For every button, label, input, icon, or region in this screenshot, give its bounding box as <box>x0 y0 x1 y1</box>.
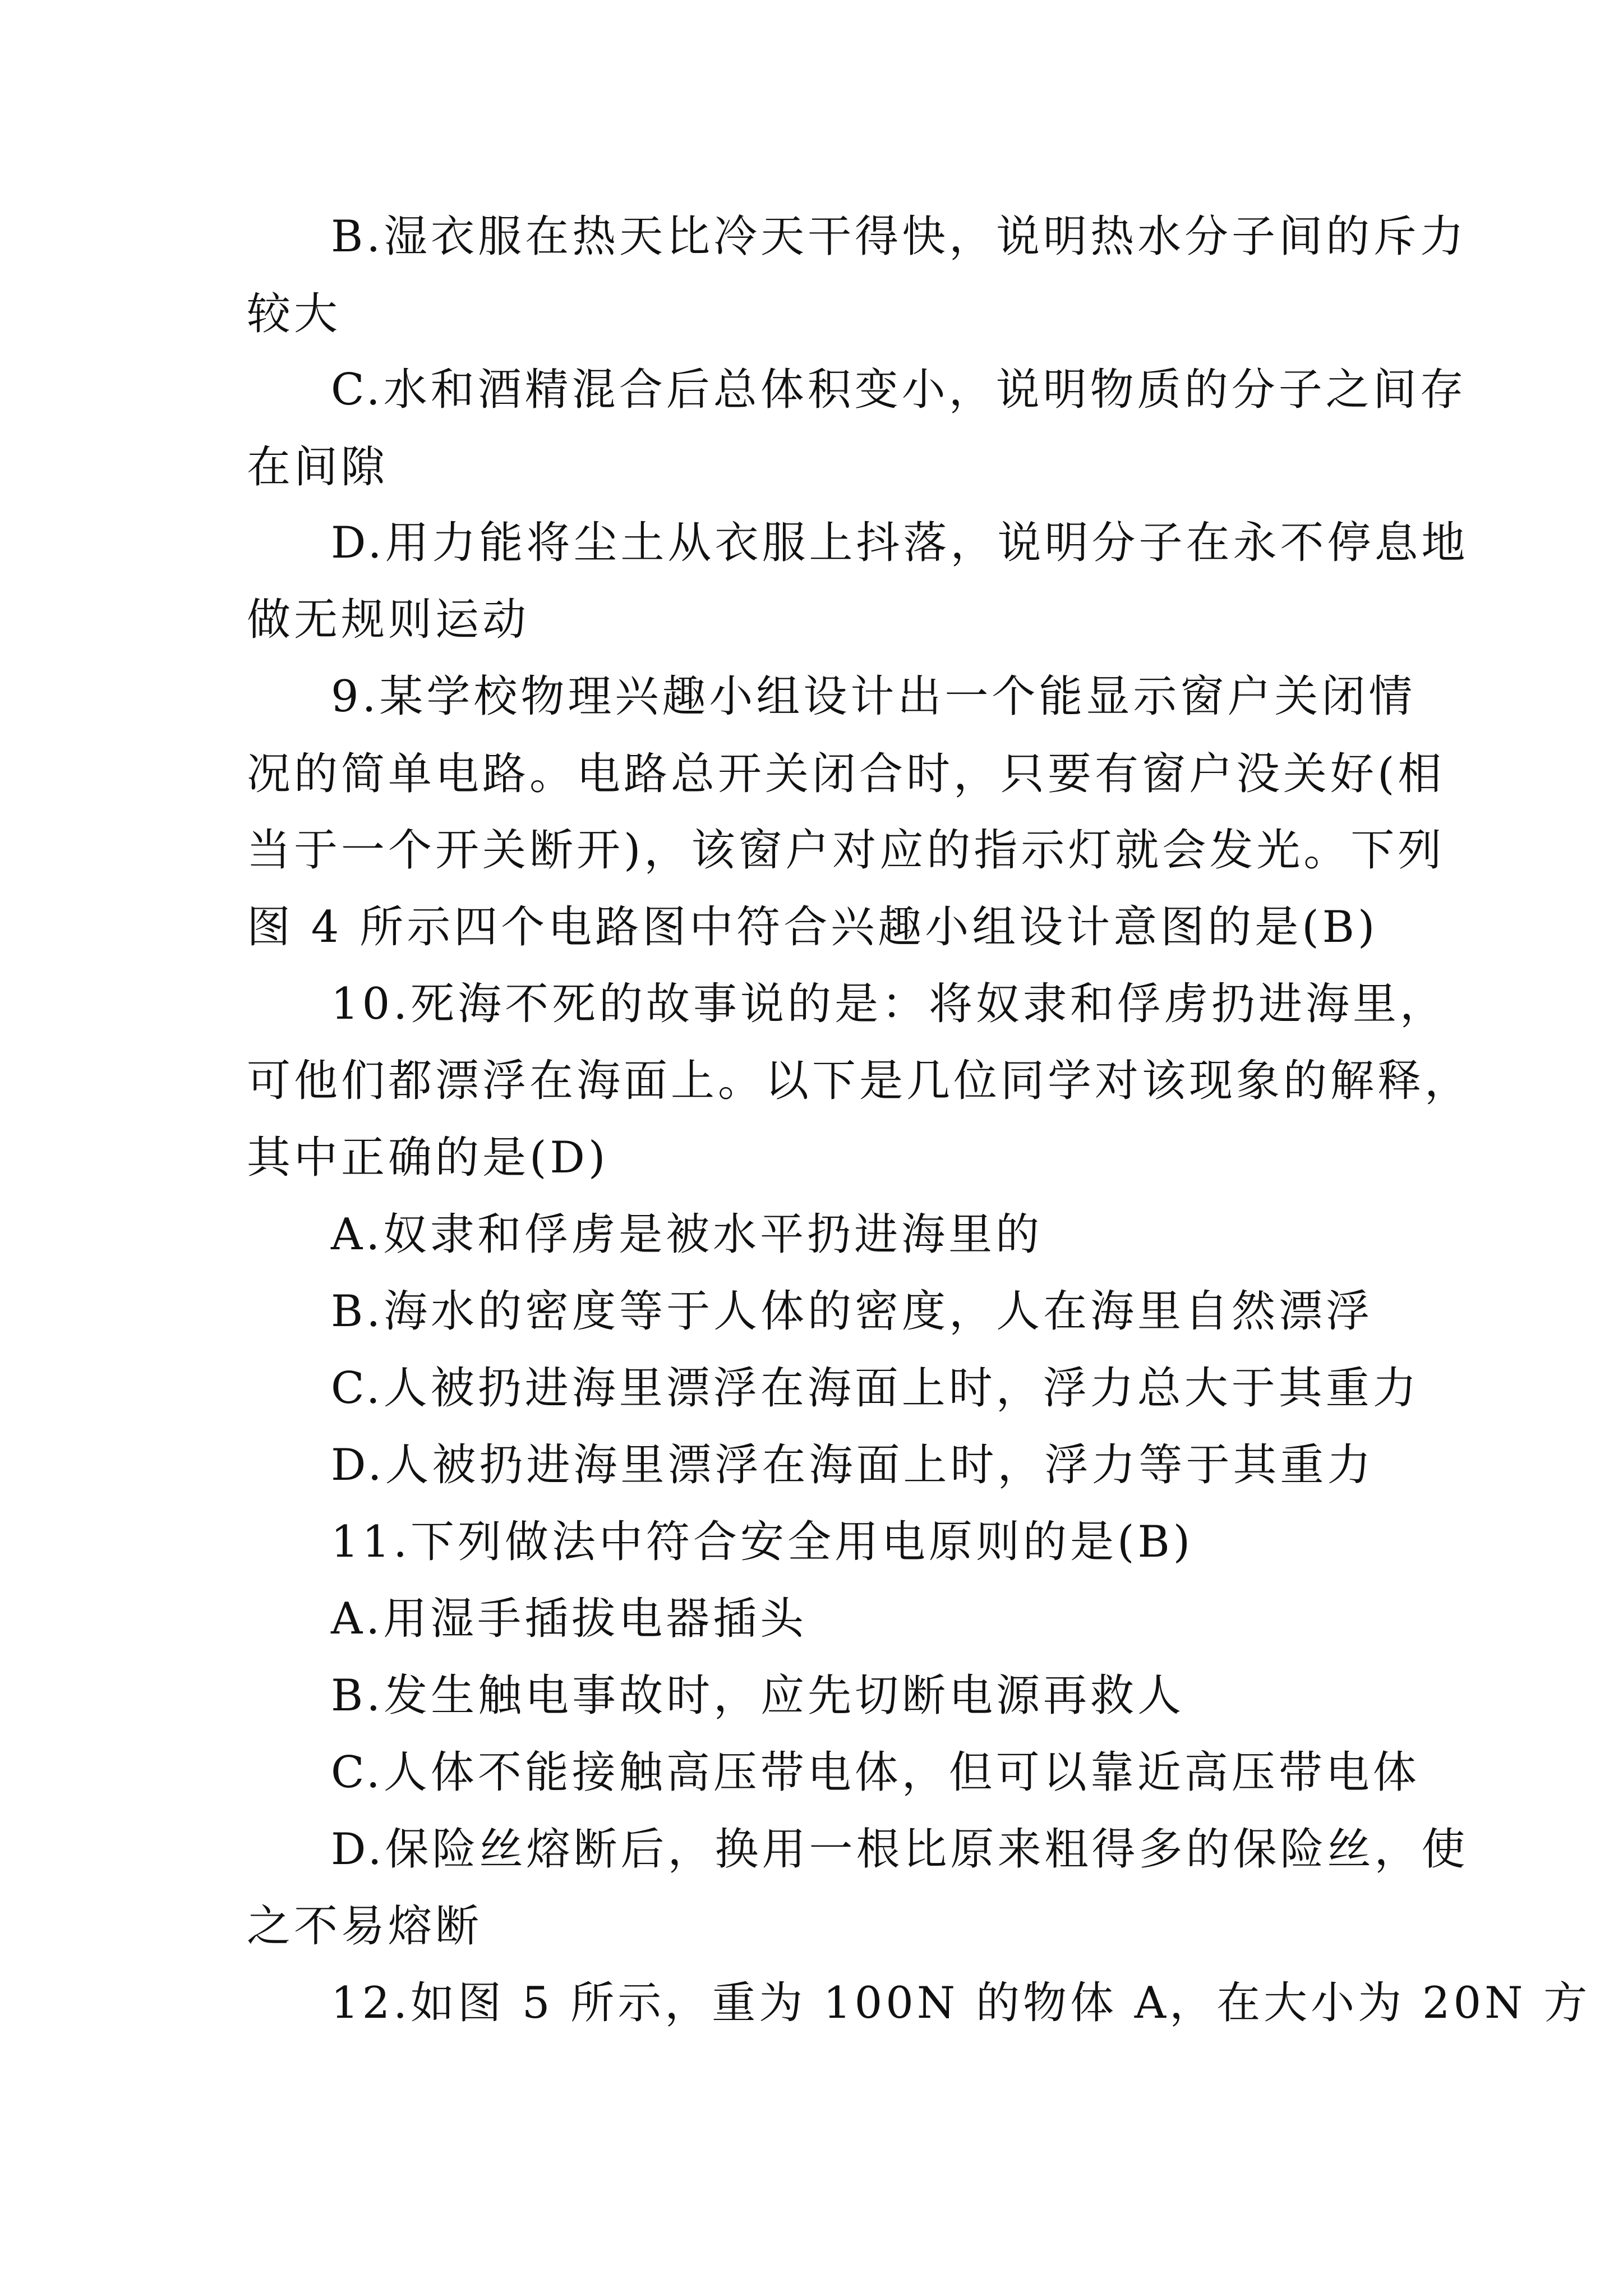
text-line: 可他们都漂浮在海面上。以下是几位同学对该现象的解释， <box>247 1056 1472 1106</box>
text-line: B.海水的密度等于人体的密度，人在海里自然漂浮 <box>331 1286 1373 1337</box>
text-line: 在间隙 <box>247 442 389 493</box>
text-line: 做无规则运动 <box>247 595 530 645</box>
text-line: C.水和酒精混合后总体积变小，说明物质的分子之间存 <box>331 365 1467 415</box>
text-line: 10.死海不死的故事说的是：将奴隶和俘虏扔进海里， <box>331 979 1447 1029</box>
text-line: D.人被扔进海里漂浮在海面上时，浮力等于其重力 <box>331 1440 1375 1490</box>
text-line: D.保险丝熔断后，换用一根比原来粗得多的保险丝，使 <box>331 1824 1469 1875</box>
text-line: B.湿衣服在热天比冷天干得快，说明热水分子间的斥力 <box>331 211 1468 262</box>
text-line: 况的简单电路。电路总开关闭合时，只要有窗户没关好(相 <box>247 749 1445 799</box>
text-line: 较大 <box>247 289 342 339</box>
text-line: 12.如图 5 所示，重为 100N 的物体 A，在大小为 20N 方 <box>331 1978 1591 2028</box>
text-line: 9.某学校物理兴趣小组设计出一个能显示窗户关闭情 <box>331 671 1416 722</box>
text-line: 当于一个开关断开)，该窗户对应的指示灯就会发光。下列 <box>247 825 1445 876</box>
text-line: C.人被扔进海里漂浮在海面上时，浮力总大于其重力 <box>331 1363 1420 1414</box>
text-line: 其中正确的是(D) <box>247 1133 609 1183</box>
text-line: 图 4 所示四个电路图中符合兴趣小组设计意图的是(B) <box>247 902 1378 953</box>
text-line: B.发生触电事故时，应先切断电源再救人 <box>331 1671 1185 1721</box>
text-line: C.人体不能接触高压带电体，但可以靠近高压带电体 <box>331 1747 1420 1798</box>
text-line: A.奴隶和俘虏是被水平扔进海里的 <box>331 1209 1043 1260</box>
text-line: 11.下列做法中符合安全用电原则的是(B) <box>331 1517 1194 1567</box>
text-line: A.用湿手插拔电器插头 <box>331 1594 808 1644</box>
text-line: 之不易熔断 <box>247 1901 483 1952</box>
text-line: D.用力能将尘土从衣服上抖落，说明分子在永不停息地 <box>331 518 1469 568</box>
